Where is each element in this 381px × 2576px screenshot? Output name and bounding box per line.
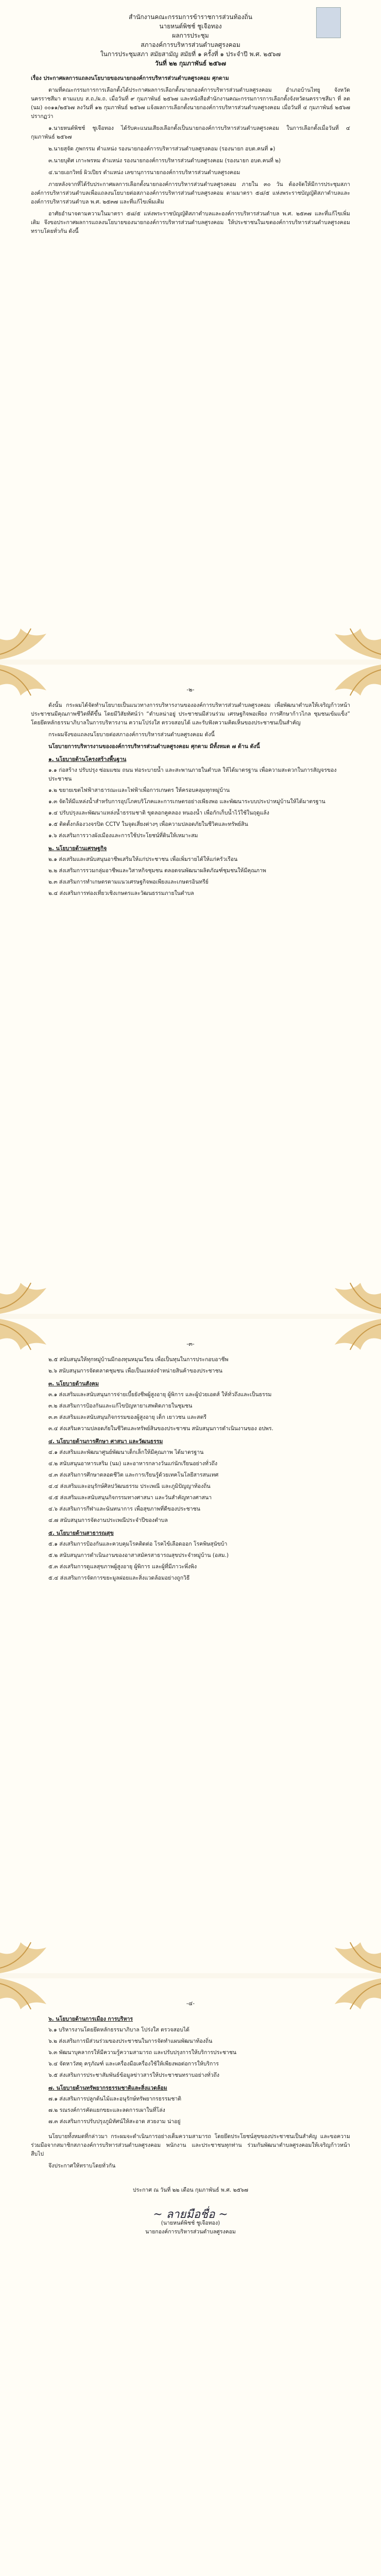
paragraph: อาศัยอำนาจตามความในมาตรา ๕๘/๕ แห่งพระราชบัญญัติสภาตำบลและองค์การบริหารส่วนตำบล พ.ศ. ๒๕๓๗ และที่แก้ไขเพิ่มเติม จึงขอประกาศผลการแถลงนโยบายของนายกองค์การบริหารส่วนตำบลศูรงคอม ให้ประชาชนในเขตองค์การบริหารส่วนตำบลศูรงคอมทราบโดยทั่วกัน ดังนี้ xyxy=(31,211,350,234)
list-item: ๒.๑ ส่งเสริมและสนับสนุนอาชีพเสริมให้แก่ประชาชน เพื่อเพิ่มรายได้ให้แก่ครัวเรือน xyxy=(48,856,238,862)
announce-date: ประกาศ ณ วันที่ ๒๒ เดือน กุมภาพันธ์ พ.ศ. ๒๕๖๗ xyxy=(133,2187,248,2193)
page-3-body xyxy=(31,1340,350,1585)
list-item: ๑.๔ ปรับปรุงและพัฒนาแหล่งน้ำธรรมชาติ ขุดลอกคูคลอง หนองน้ำ เพื่อกักเก็บน้ำไว้ใช้ในฤดูแล้ง xyxy=(48,810,269,816)
list-item: ๗.๑ ส่งเสริมการปลูกต้นไม้และอนุรักษ์ทรัพยากรธรรมชาติ xyxy=(48,2096,182,2102)
section-heading: ๒. นโยบายด้านเศรษฐกิจ xyxy=(48,845,107,852)
office-name: สำนักงานคณะกรรมการข้าราชการส่วนท้องถิ่น xyxy=(129,13,252,21)
paragraph: ตามที่คณะกรรมการการเลือกตั้งได้ประกาศผลการเลือกตั้งนายกองค์การบริหารส่วนตำบลศูรงคอม อำเภอบ้านไทยู จังหวัดนครราชสีมา ตามแบบ ส.ถ./ผ.ถ. เมื่อวันที่ ๙ กุมภาพันธ์ ๒๕๖๗ และหนังสือสำนักงานคณะกรรมการการเลือกตั้งจังหวัดนครราชสีมา ที่ ลต (นม) ๐๐๑๑/๒๕๖๗ ลงวันที่ ๑๒ กุมภาพันธ์ ๒๕๖๗ แจ้งผลการเลือกตั้งนายกองค์การบริหารส่วนตำบลศูรงคอม เมื่อวันที่ ๔ กุมภาพันธ์ ๒๕๖๗ ปรากฏว่า xyxy=(31,87,350,120)
list-item: ๒.๒ ส่งเสริมการรวมกลุ่มอาชีพและวิสาหกิจชุมชน ตลอดจนพัฒนาผลิตภัณฑ์ชุมชนให้มีคุณภาพ xyxy=(48,868,266,874)
list-item: ๓.๑ ส่งเสริมและสนับสนุนการจ่ายเบี้ยยังชีพผู้สูงอายุ ผู้พิการ และผู้ป่วยเอดส์ ให้ทั่วถึงและเป็นธรรม xyxy=(48,1392,272,1398)
list-item: ๑.๓ จัดให้มีแหล่งน้ำสำหรับการอุปโภคบริโภคและการเกษตรอย่างเพียงพอ และพัฒนาระบบประปาหมู่บ้านให้ได้มาตรฐาน xyxy=(48,799,325,805)
to-line: ผลการประชุม xyxy=(172,32,209,39)
corner-ornament-icon xyxy=(314,603,381,659)
list-item: ๔.๕ ส่งเสริมและสนับสนุนกิจกรรมทางศาสนา และวันสำคัญทางศาสนา xyxy=(48,1495,212,1501)
list-item: ๔.๓ ส่งเสริมการศึกษาตลอดชีวิต และการเรียนรู้ด้วยเทคโนโลยีสารสนเทศ xyxy=(48,1472,219,1478)
list-item: ๗.๒ รณรงค์การคัดแยกขยะและลดการเผาในที่โล่ง xyxy=(48,2107,165,2113)
corner-ornament-icon xyxy=(314,1917,381,1973)
list-item: ๔.๒ สนับสนุนอาหารเสริม (นม) และอาหารกลางวันแก่นักเรียนอย่างทั่วถึง xyxy=(48,1461,218,1467)
section-heading: ๖. นโยบายด้านการเมือง การบริหาร xyxy=(48,2016,133,2022)
list-item: ๕.๒ สนับสนุนการดำเนินงานของอาสาสมัครสาธารณสุขประจำหมู่บ้าน (อสม.) xyxy=(48,1552,229,1558)
list-item: ๒.๖ สนับสนุนการจัดตลาดชุมชน เพื่อเป็นแหล่งจำหน่ายสินค้าของประชาชน xyxy=(48,1368,222,1374)
document-page-1 xyxy=(0,0,381,659)
list-item: ๖.๒ ส่งเสริมการมีส่วนร่วมของประชาชนในการจัดทำแผนพัฒนาท้องถิ่น xyxy=(48,2038,213,2044)
page-1-body xyxy=(31,12,350,239)
corner-ornament-icon xyxy=(314,1257,381,1314)
policy-title: นโยบายการบริหารงานขององค์การบริหารส่วนตำบลศูรงคอม ศุกดาม มีทั้งหมด ๗ ด้าน ดังนี้ xyxy=(48,743,260,750)
section-heading: ๔. นโยบายด้านการศึกษา ศาสนา และวัฒนธรรม xyxy=(48,1438,163,1445)
paragraph: ๒.นายสุจัด ภูพกรรม ตำแหน่ง รองนายกองค์การบริหารส่วนตำบลศูรงคอม (รองนายก อบต.คนที่ ๑) xyxy=(48,146,275,152)
session-line: ในการประชุมสภา สมัยสามัญ สมัยที่ ๑ ครั้งที่ ๑ ประจำปี พ.ศ. ๒๕๖๗ xyxy=(100,50,281,58)
page-number: -๓- xyxy=(186,1341,195,1347)
list-item: ๕.๓ ส่งเสริมการดูแลสุขภาพผู้สูงอายุ ผู้พิการ และผู้ที่มีภาวะพึ่งพิง xyxy=(48,1564,197,1570)
page-number: -๔- xyxy=(186,2000,195,2007)
list-item: ๓.๓ ส่งเสริมและสนับสนุนกิจกรรมของผู้สูงอายุ เด็ก เยาวชน และสตรี xyxy=(48,1414,207,1420)
list-item: ๓.๔ ส่งเสริมความปลอดภัยในชีวิตและทรัพย์สินของประชาชน สนับสนุนการดำเนินงานของ อปพร. xyxy=(48,1426,273,1432)
list-item: ๔.๔ ส่งเสริมและอนุรักษ์ศิลปวัฒนธรรม ประเพณี และภูมิปัญญาท้องถิ่น xyxy=(48,1483,211,1489)
section-heading: ๗. นโยบายด้านทรัพยากรธรรมชาติและสิ่งแวดล้อม xyxy=(48,2085,167,2091)
list-item: ๖.๕ ส่งเสริมการประชาสัมพันธ์ข้อมูลข่าวสารให้ประชาชนทราบอย่างทั่วถึง xyxy=(48,2072,220,2078)
list-item: ๓.๒ ส่งเสริมการป้องกันและแก้ไขปัญหายาเสพติดภายในชุมชน xyxy=(48,1403,193,1409)
corner-ornament-icon xyxy=(0,603,67,659)
section-heading: ๑. นโยบายด้านโครงสร้างพื้นฐาน xyxy=(48,756,127,762)
council-name: สภาองค์การบริหารส่วนตำบลศูรงคอม xyxy=(141,41,240,48)
list-item: ๑.๕ ติดตั้งกล้องวงจรปิด CCTV ในจุดเสี่ยงต่างๆ เพื่อความปลอดภัยในชีวิตและทรัพย์สิน xyxy=(48,821,248,827)
list-item: ๑.๖ ส่งเสริมการวางผังเมืองและการใช้ประโยชน์ที่ดินให้เหมาะสม xyxy=(48,833,198,839)
paragraph: ภายหลังจากที่ได้รับประกาศผลการเลือกตั้งนายกองค์การบริหารส่วนตำบลศูรงคอม ภายใน ๓๐ วัน ต้องจัดให้มีการประชุมสภาองค์การบริหารส่วนตำบลเพื่อแถลงนโยบายต่อสภาองค์การบริหารส่วนตำบลศูรงคอม ตามมาตรา ๕๘/๕ แห่งพระราชบัญญัติสภาตำบลและองค์การบริหารส่วนตำบล พ.ศ. ๒๕๓๗ และที่แก้ไขเพิ่มเติม xyxy=(31,181,350,205)
list-item: ๖.๔ จัดหาวัสดุ ครุภัณฑ์ และเครื่องมือเครื่องใช้ให้เพียงพอต่อการให้บริการ xyxy=(48,2061,219,2067)
paragraph: ๑.นายหนต์พิชช์ ชูเจือทอง ได้รับคะแนนเสียงเลือกตั้งเป็นนายกองค์การบริหารส่วนตำบลศูรงคอม ในการเลือกตั้งเมื่อวันที่ ๔ กุมภาพันธ์ ๒๕๖๗ xyxy=(31,125,350,140)
list-item: ๒.๕ สนับสนุนให้ทุกหมู่บ้านมีกองทุนหมุนเวียน เพื่อเป็นทุนในการประกอบอาชีพ xyxy=(48,1357,229,1363)
page-number: -๒- xyxy=(186,686,195,693)
date-line: วันที่ ๒๒ กุมภาพันธ์ ๒๕๖๗ xyxy=(154,60,227,67)
list-item: ๖.๓ พัฒนาบุคลากรให้มีความรู้ความสามารถ และปรับปรุงการให้บริการประชาชน xyxy=(48,2049,237,2056)
sender-name: นายหนต์พิชช์ ชูเจือทอง xyxy=(159,23,222,30)
list-item: ๕.๔ ส่งเสริมการจัดการขยะมูลฝอยและสิ่งแวดล้อมอย่างถูกวิธี xyxy=(48,1575,190,1581)
document-page-2 xyxy=(0,665,381,1314)
page-4-body xyxy=(31,1999,350,2236)
list-item: ๕.๑ ส่งเสริมการป้องกันและควบคุมโรคติดต่อ โรคไข้เลือดออก โรคพิษสุนัขบ้า xyxy=(48,1541,228,1547)
paragraph: ๔.นายเอกวิทย์ ผิวเปียร ตำแหน่ง เลขานุการนายกองค์การบริหารส่วนตำบลศูรงคอม xyxy=(48,170,240,176)
corner-ornament-icon xyxy=(0,1257,67,1314)
document-page-4 xyxy=(0,1978,381,2576)
paragraph: กระผมจึงขอแถลงนโยบายต่อสภาองค์การบริหารส่วนตำบลศูรงคอม ดังนี้ xyxy=(48,732,215,738)
subject-line: เรื่อง ประกาศผลการแถลงนโยบายของนายกองค์การบริหารส่วนตำบลศูรงคอม ศุกดาม xyxy=(31,75,229,81)
list-item: ๗.๓ ส่งเสริมการปรับปรุงภูมิทัศน์ให้สะอาด สวยงาม น่าอยู่ xyxy=(48,2119,181,2125)
document-page-3 xyxy=(0,1319,381,1973)
paragraph: ดังนั้น กระผมได้จัดทำนโยบายเป็นแนวทางการบริหารงานขององค์การบริหารส่วนตำบลศูรงคอม เพื่อพัฒนาตำบลให้เจริญก้าวหน้า ประชาชนมีคุณภาพชีวิตที่ดีขึ้น โดยมีวิสัยทัศน์ว่า “ตำบลน่าอยู่ ประชาชนมีส่วนร่วม เศรษฐกิจพอเพียง การศึกษาก้าวไกล ชุมชนเข้มแข็ง” โดยยึดหลักธรรมาภิบาลในการบริหารงาน ความโปร่งใส ตรวจสอบได้ และรับฟังความคิดเห็นของประชาชนเป็นสำคัญ xyxy=(31,702,350,726)
section-heading: ๓. นโยบายด้านสังคม xyxy=(48,1381,99,1387)
corner-ornament-icon xyxy=(0,1917,67,1973)
page-2-body xyxy=(31,685,350,901)
list-item: ๑.๑ ก่อสร้าง ปรับปรุง ซ่อมแซม ถนน ท่อระบายน้ำ และสะพานภายในตำบล ให้ได้มาตรฐาน เพื่อความสะดวกในการสัญจรของประชาชน xyxy=(48,767,337,782)
signer-name: (นายหนต์พิชช์ ชูเจือทอง) xyxy=(161,2220,220,2226)
list-item: ๑.๒ ขยายเขตไฟฟ้าสาธารณะและไฟฟ้าเพื่อการเกษตร ให้ครอบคลุมทุกหมู่บ้าน xyxy=(48,787,230,793)
signature-icon: ~ ลายมือชื่อ ~ xyxy=(153,2208,228,2221)
list-item: ๒.๓ ส่งเสริมการทำเกษตรตามแนวเศรษฐกิจพอเพียงและเกษตรอินทรีย์ xyxy=(48,879,209,885)
list-item: ๔.๑ ส่งเสริมและพัฒนาศูนย์พัฒนาเด็กเล็กให้มีคุณภาพ ได้มาตรฐาน xyxy=(48,1449,204,1455)
list-item: ๒.๔ ส่งเสริมการท่องเที่ยวเชิงเกษตรและวัฒนธรรมภายในตำบล xyxy=(48,890,194,896)
paragraph: จึงประกาศให้ทราบโดยทั่วกัน xyxy=(48,2163,116,2169)
list-item: ๔.๖ ส่งเสริมการกีฬาและนันทนาการ เพื่อสุขภาพที่ดีของประชาชน xyxy=(48,1506,200,1512)
section-heading: ๕. นโยบายด้านสาธารณสุข xyxy=(48,1530,114,1536)
signer-title: นายกองค์การบริหารส่วนตำบลศูรงคอม xyxy=(145,2229,236,2235)
list-item: ๔.๗ สนับสนุนการจัดงานประเพณีประจำปีของตำบล xyxy=(48,1517,168,1523)
paragraph: นโยบายทั้งหมดที่กล่าวมา กระผมจะดำเนินการอย่างเต็มความสามารถ โดยยึดประโยชน์สุขของประชาชนเป็นสำคัญ และขอความร่วมมือจากสมาชิกสภาองค์การบริหารส่วนตำบลศูรงคอม พนักงาน และประชาชนทุกท่าน ร่วมกันพัฒนาตำบลศูรงคอมให้เจริญก้าวหน้าสืบไป xyxy=(31,2133,350,2157)
list-item: ๖.๑ บริหารงานโดยยึดหลักธรรมาภิบาล โปร่งใส ตรวจสอบได้ xyxy=(48,2027,189,2033)
paragraph: ๓.นายบุติศ เกาะพรหม ตำแหน่ง รองนายกองค์การบริหารส่วนตำบลศูรงคอม (รองนายก อบต.คนที่ ๒) xyxy=(48,158,281,164)
